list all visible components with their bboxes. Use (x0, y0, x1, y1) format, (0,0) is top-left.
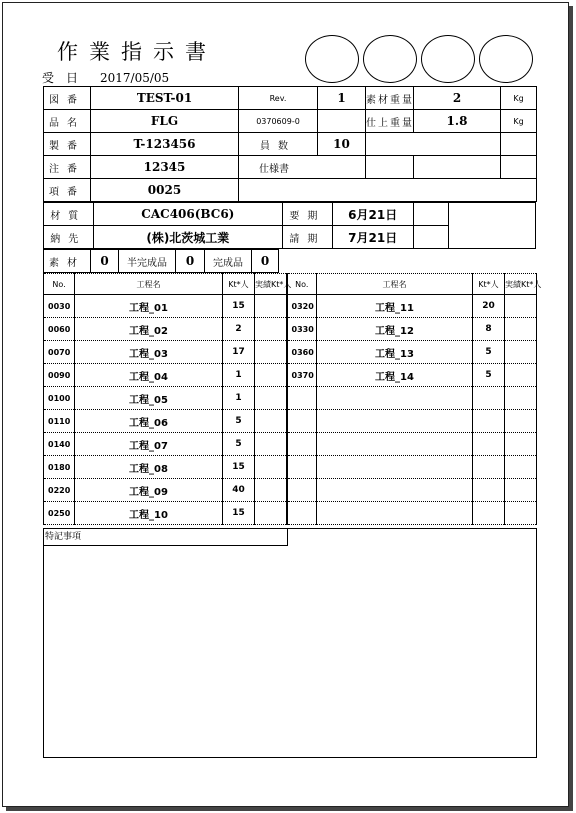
process-no (287, 410, 317, 433)
process-kt (473, 433, 505, 456)
item-label: 項番 (44, 179, 91, 202)
delivery-value: (株)北茨城工業 (93, 226, 283, 249)
table-row (44, 410, 537, 433)
semi-stock-value: 0 (176, 250, 205, 273)
drawing-no-label: 図番 (44, 87, 91, 110)
process-kt: 15 (223, 295, 255, 318)
process-name: 工程_11 (317, 295, 473, 318)
received-date-row (42, 69, 169, 86)
table-row (44, 502, 537, 525)
contract-date-label: 請期 (283, 226, 333, 249)
process-name: 工程_12 (317, 318, 473, 341)
table-row (44, 387, 537, 410)
process-actual (505, 387, 537, 410)
spec-label: 仕様書 (239, 156, 366, 179)
process-no: 0060 (44, 318, 75, 341)
process-kt: 15 (223, 502, 255, 525)
process-kt-header: Kt*人 (473, 274, 505, 295)
process-actual (255, 295, 287, 318)
semi-stock-label: 半完成品 (119, 250, 176, 273)
finished-weight-label: 仕上重量 (366, 110, 414, 133)
process-kt (473, 387, 505, 410)
empty-cell (239, 179, 537, 202)
done-stock-value: 0 (252, 250, 279, 273)
process-name (317, 433, 473, 456)
process-actual (255, 318, 287, 341)
process-name-header: 工程名 (317, 274, 473, 295)
material-table (43, 202, 536, 249)
process-kt (473, 479, 505, 502)
process-actual (255, 433, 287, 456)
process-name: 工程_03 (75, 341, 223, 364)
process-actual-header: 実績Kt*人 (505, 274, 537, 295)
stock-table (43, 249, 537, 273)
process-kt: 1 (223, 364, 255, 387)
notes-label: 特記事項 (44, 529, 288, 546)
process-actual (505, 364, 537, 387)
empty-cell (501, 156, 537, 179)
process-no (287, 387, 317, 410)
info-table (43, 86, 537, 202)
received-date-value: 2017/05/05 (100, 71, 170, 85)
required-date-label: 要期 (283, 203, 333, 226)
order-value: 12345 (91, 156, 239, 179)
rev-value: 1 (318, 87, 366, 110)
document-title: 作業指示書 (57, 40, 217, 64)
count-label: 員数 (239, 133, 318, 156)
process-no: 0220 (44, 479, 75, 502)
material-weight-value: 2 (414, 87, 501, 110)
material-value: CAC406(BC6) (93, 203, 283, 226)
process-name: 工程_09 (75, 479, 223, 502)
empty-cell (366, 133, 501, 156)
process-no: 0090 (44, 364, 75, 387)
process-no-header: No. (44, 274, 75, 295)
delivery-label: 納先 (44, 226, 94, 249)
empty-cell (414, 156, 501, 179)
process-kt: 2 (223, 318, 255, 341)
table-row (44, 364, 537, 387)
table-row (44, 456, 537, 479)
process-kt (473, 456, 505, 479)
process-kt-header: Kt*人 (223, 274, 255, 295)
process-kt: 5 (223, 410, 255, 433)
process-actual (505, 318, 537, 341)
serial-label: 製番 (44, 133, 91, 156)
empty-cell (318, 110, 366, 133)
process-kt: 40 (223, 479, 255, 502)
required-date-value: 6月21日 (332, 203, 413, 226)
process-kt: 15 (223, 456, 255, 479)
process-no (287, 456, 317, 479)
process-name: 工程_13 (317, 341, 473, 364)
material-weight-label: 素材重量 (366, 87, 414, 110)
process-no: 0070 (44, 341, 75, 364)
process-kt: 5 (223, 433, 255, 456)
process-no: 0180 (44, 456, 75, 479)
finished-weight-unit: Kg (501, 110, 537, 133)
process-actual (255, 387, 287, 410)
approval-stamp-circle (421, 35, 475, 83)
process-kt: 20 (473, 295, 505, 318)
empty-cell (413, 203, 448, 226)
process-name (317, 387, 473, 410)
process-actual (505, 410, 537, 433)
order-label: 注番 (44, 156, 91, 179)
table-row (44, 433, 537, 456)
material-weight-unit: Kg (501, 87, 537, 110)
process-actual (255, 410, 287, 433)
product-name-value: FLG (91, 110, 239, 133)
process-actual (255, 502, 287, 525)
process-name (317, 479, 473, 502)
process-actual (505, 295, 537, 318)
process-no (287, 433, 317, 456)
process-kt: 17 (223, 341, 255, 364)
process-kt: 5 (473, 341, 505, 364)
raw-stock-value: 0 (91, 250, 119, 273)
process-no (287, 479, 317, 502)
process-kt: 8 (473, 318, 505, 341)
empty-cell (501, 133, 537, 156)
process-no: 0320 (287, 295, 317, 318)
process-table (43, 273, 542, 525)
process-actual (255, 479, 287, 502)
process-no (287, 502, 317, 525)
process-actual (255, 456, 287, 479)
contract-date-value: 7月21日 (332, 226, 413, 249)
material-label: 材質 (44, 203, 94, 226)
table-row (44, 479, 537, 502)
process-name: 工程_05 (75, 387, 223, 410)
finished-weight-value: 1.8 (414, 110, 501, 133)
process-name (317, 502, 473, 525)
process-name-header: 工程名 (75, 274, 223, 295)
rev-label: Rev. (239, 87, 318, 110)
empty-cell (366, 156, 414, 179)
table-row (44, 295, 537, 318)
empty-cell (279, 250, 537, 273)
process-name: 工程_10 (75, 502, 223, 525)
process-name (317, 456, 473, 479)
process-no: 0360 (287, 341, 317, 364)
raw-stock-label: 素材 (44, 250, 91, 273)
process-no: 0100 (44, 387, 75, 410)
process-actual (505, 456, 537, 479)
process-actual (505, 479, 537, 502)
process-name: 工程_14 (317, 364, 473, 387)
table-row (44, 341, 537, 364)
done-stock-label: 完成品 (205, 250, 252, 273)
empty-cell (448, 203, 535, 249)
item-value: 0025 (91, 179, 239, 202)
process-actual (505, 502, 537, 525)
process-no-header: No. (287, 274, 317, 295)
received-date-label: 受日 (42, 71, 91, 85)
process-actual (255, 341, 287, 364)
process-actual (505, 433, 537, 456)
process-no: 0370 (287, 364, 317, 387)
table-row (44, 318, 537, 341)
process-name: 工程_06 (75, 410, 223, 433)
process-kt: 1 (223, 387, 255, 410)
approval-stamp-circle (305, 35, 359, 83)
process-no: 0030 (44, 295, 75, 318)
count-value: 10 (318, 133, 366, 156)
process-no: 0110 (44, 410, 75, 433)
process-kt: 5 (473, 364, 505, 387)
product-code: 0370609-0 (239, 110, 318, 133)
serial-value: T-123456 (91, 133, 239, 156)
process-kt (473, 502, 505, 525)
process-actual (255, 364, 287, 387)
product-name-label: 品名 (44, 110, 91, 133)
process-no: 0140 (44, 433, 75, 456)
notes-box (43, 528, 537, 758)
process-kt (473, 410, 505, 433)
process-no: 0330 (287, 318, 317, 341)
empty-cell (413, 226, 448, 249)
process-name: 工程_02 (75, 318, 223, 341)
process-no: 0250 (44, 502, 75, 525)
process-actual (505, 341, 537, 364)
process-name: 工程_04 (75, 364, 223, 387)
drawing-no-value: TEST-01 (91, 87, 239, 110)
approval-stamp-circle (479, 35, 533, 83)
process-name (317, 410, 473, 433)
process-name: 工程_01 (75, 295, 223, 318)
process-actual-header: 実績Kt*人 (255, 274, 287, 295)
approval-stamp-circle (363, 35, 417, 83)
process-name: 工程_08 (75, 456, 223, 479)
process-name: 工程_07 (75, 433, 223, 456)
